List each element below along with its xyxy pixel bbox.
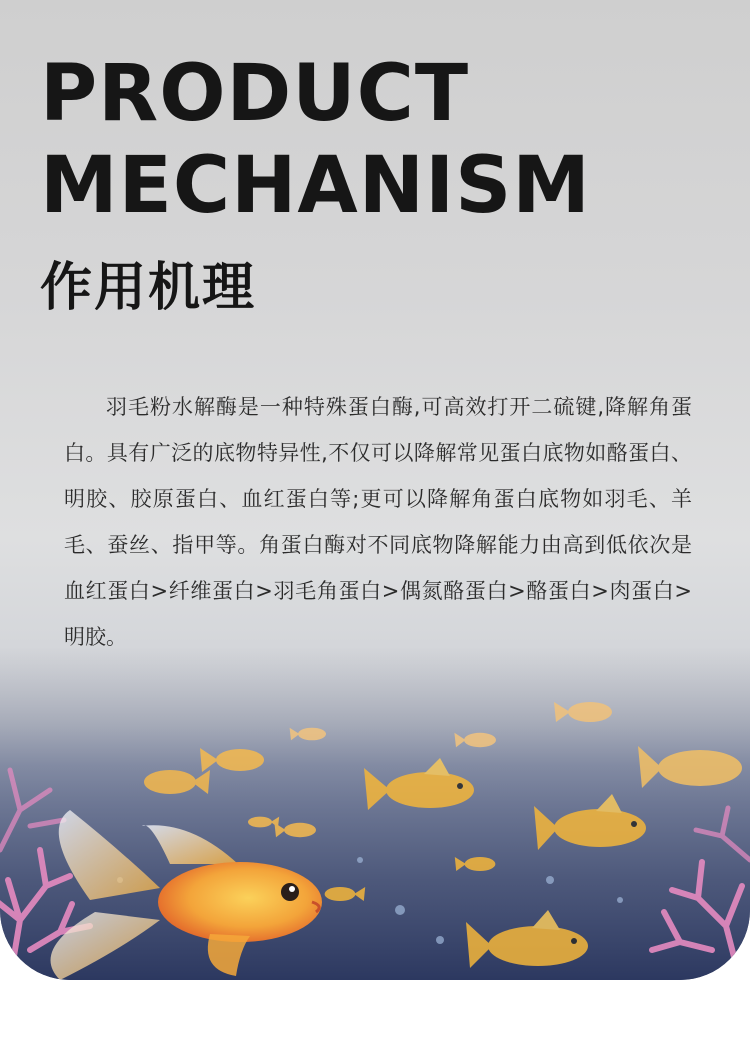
title-line-product: PRODUCT — [40, 49, 470, 139]
section-title — [40, 48, 591, 232]
underwater-illustration — [0, 650, 750, 980]
mechanism-description: 羽毛粉水解酶是一种特殊蛋白酶,可高效打开二硫键,降解角蛋白。具有广泛的底物特异性,不仅可以降解常见蛋白底物如酪蛋白、明胶、胶原蛋白、血红蛋白等;更可以降解角蛋白底物如羽毛、羊毛、蚕丝、指甲等。角蛋白酶对不同底物降解能力由高到低依次是血红蛋白>纤维蛋白>羽毛角蛋白>偶氮酪蛋白>酪蛋白>肉蛋白>明胶。 — [64, 395, 692, 649]
title-line-mechanism: MECHANISM — [40, 141, 591, 231]
section-subtitle: 作用机理 — [40, 258, 257, 318]
